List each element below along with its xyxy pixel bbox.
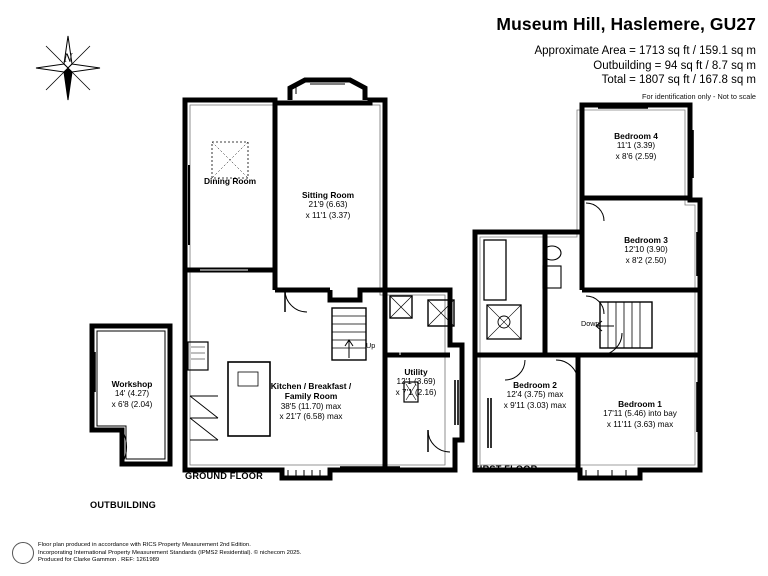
footer-line-1: Floor plan produced in accordance with RICS Property Measurement 2nd Edition. xyxy=(38,542,251,549)
room-label-bedroom-4: Bedroom 4 11'1 (3.39) x 8'6 (2.59) xyxy=(614,131,658,161)
room-label-bedroom-3: Bedroom 3 12'10 (3.90) x 8'2 (2.50) xyxy=(624,235,668,265)
floor-label-first-floor: FIRST FLOOR xyxy=(474,464,538,474)
room-label-sitting-room: Sitting Room 21'9 (6.63) x 11'1 (3.37) xyxy=(301,190,355,220)
area-line-3: Total = 1807 sq ft / 167.8 sq m xyxy=(601,74,756,86)
room-label-bedroom-1: Bedroom 1 17'11 (5.46) into bay x 11'11 (3.63) max xyxy=(603,399,677,429)
room-label-dining-room: Dining Room xyxy=(203,176,257,186)
area-line-2: Outbuilding = 94 sq ft / 8.7 sq m xyxy=(593,59,756,72)
room-label-utility: Utility 12'1 (3.69) x 7'1 (2.16) xyxy=(395,367,437,397)
header xyxy=(496,14,756,101)
floor-label-ground-floor: GROUND FLOOR xyxy=(185,471,263,481)
compass-north-label: N xyxy=(63,50,73,65)
annotation-down: Down xyxy=(581,319,600,328)
room-label-kitchen-breakfast-family-room: Kitchen / Breakfast / Family Room 38'5 (11.70) max x 21'7 (6.58) max xyxy=(270,381,352,422)
room-label-bedroom-2: Bedroom 2 12'4 (3.75) max x 9'11 (3.03) max xyxy=(503,380,567,410)
page-title: Museum Hill, Haslemere, GU27 xyxy=(496,14,756,34)
footer-credits xyxy=(38,542,301,565)
disclaimer-text: For identification only - Not to scale xyxy=(642,91,756,101)
footer-line-2: Incorporating International Property Measurement Standards (IPMS2 Residential). © nichecom 2025. xyxy=(38,549,302,556)
rics-badge-icon xyxy=(12,542,34,564)
footer-line-3: Produced for Clarke Gammon . REF: 1261989 xyxy=(38,557,160,564)
room-label-workshop: Workshop 14' (4.27) x 6'8 (2.04) xyxy=(111,379,153,409)
compass-rose xyxy=(32,32,104,104)
floor-label-outbuilding: OUTBUILDING xyxy=(90,500,156,510)
area-line-1: Approximate Area = 1713 sq ft / 159.1 sq m xyxy=(534,45,756,57)
annotation-up: Up xyxy=(366,341,376,350)
